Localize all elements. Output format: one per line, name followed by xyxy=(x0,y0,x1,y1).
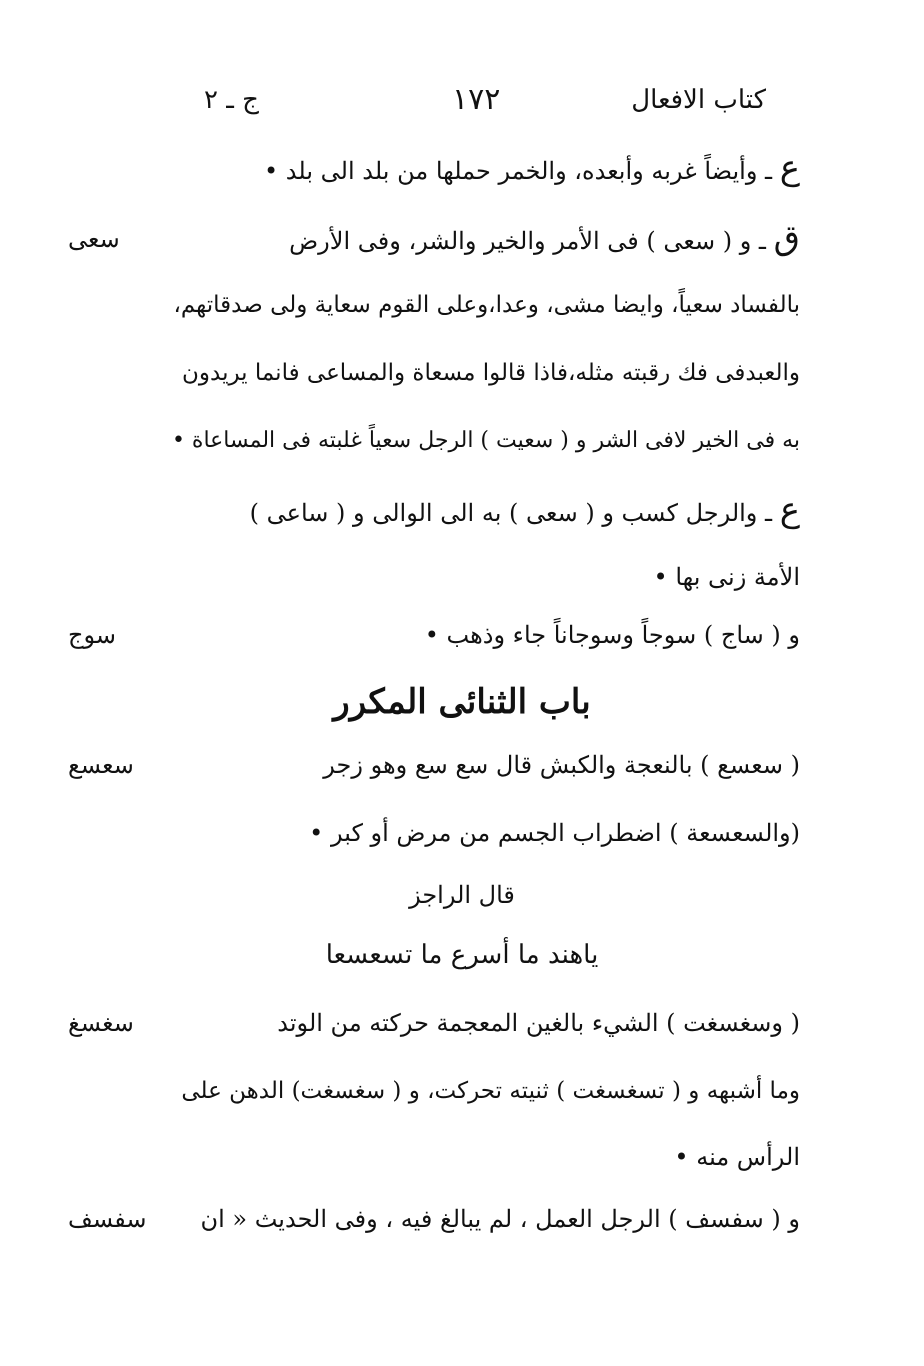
text-line xyxy=(249,490,800,530)
verse-intro: قال الراجز xyxy=(409,881,515,909)
source-marker: ق xyxy=(773,218,800,258)
source-marker: ع xyxy=(779,148,800,188)
text-line xyxy=(289,218,800,258)
text-line: بالفساد سعياً، وايضا مشى، وعدا،وعلى القوم سعاية ولى صدقاتهم، xyxy=(173,292,800,318)
margin-root-word: سغسغ xyxy=(68,1009,134,1037)
line-text: ـ و ( سعى ) فى الأمر والخير والشر، وفى الأرض xyxy=(289,227,766,255)
volume-label: ج ـ ٢ xyxy=(204,85,259,115)
book-title: كتاب الافعال xyxy=(631,85,766,115)
text-line: (والسعسعة ) اضطراب الجسم من مرض أو كبر • xyxy=(309,819,800,847)
line-text: ـ والرجل كسب و ( سعى ) به الى الوالى و ( ساعى ) xyxy=(249,499,773,527)
text-line: به فى الخير لافى الشر و ( سعيت ) الرجل سعياً غلبته فى المساعاة • xyxy=(171,428,800,453)
line-text: ـ وأيضاً غربه وأبعده، والخمر حملها من بلد الى بلد • xyxy=(263,157,773,185)
text-line: و ( سفسف ) الرجل العمل ، لم يبالغ فيه ، وفى الحديث « ان xyxy=(200,1205,800,1233)
text-line: ( سعسع ) بالنعجة والكبش قال سع سع وهو زجر xyxy=(323,751,800,779)
text-line: و ( ساج ) سوجاً وسوجاناً جاء وذهب • xyxy=(424,621,800,649)
text-line: ( وسغسغت ) الشيء بالغين المعجمة حركته من الوتد xyxy=(277,1009,800,1037)
source-marker: ع xyxy=(779,490,800,530)
text-line: وما أشبهه و ( تسغسغت ) ثنيته تحركت، و ( سغسغت) الدهن على xyxy=(181,1078,800,1104)
verse-line: ياهند ما أسرع ما تسعسعا xyxy=(325,940,599,970)
margin-root-word: سعسع xyxy=(68,751,134,779)
margin-root-word: سوج xyxy=(68,621,116,649)
text-line xyxy=(263,148,800,188)
section-heading: باب الثنائى المكرر xyxy=(333,682,591,722)
page-number: ١٧٢ xyxy=(452,82,501,117)
text-line: والعبدفى فك رقبته مثله،فاذا قالوا مسعاة والمساعى فانما يريدون xyxy=(182,360,800,386)
text-line: الرأس منه • xyxy=(674,1143,800,1171)
margin-root-word: سعى xyxy=(68,225,120,253)
text-line: الأمة زنى بها • xyxy=(653,563,800,591)
margin-root-word: سفسف xyxy=(68,1205,147,1233)
